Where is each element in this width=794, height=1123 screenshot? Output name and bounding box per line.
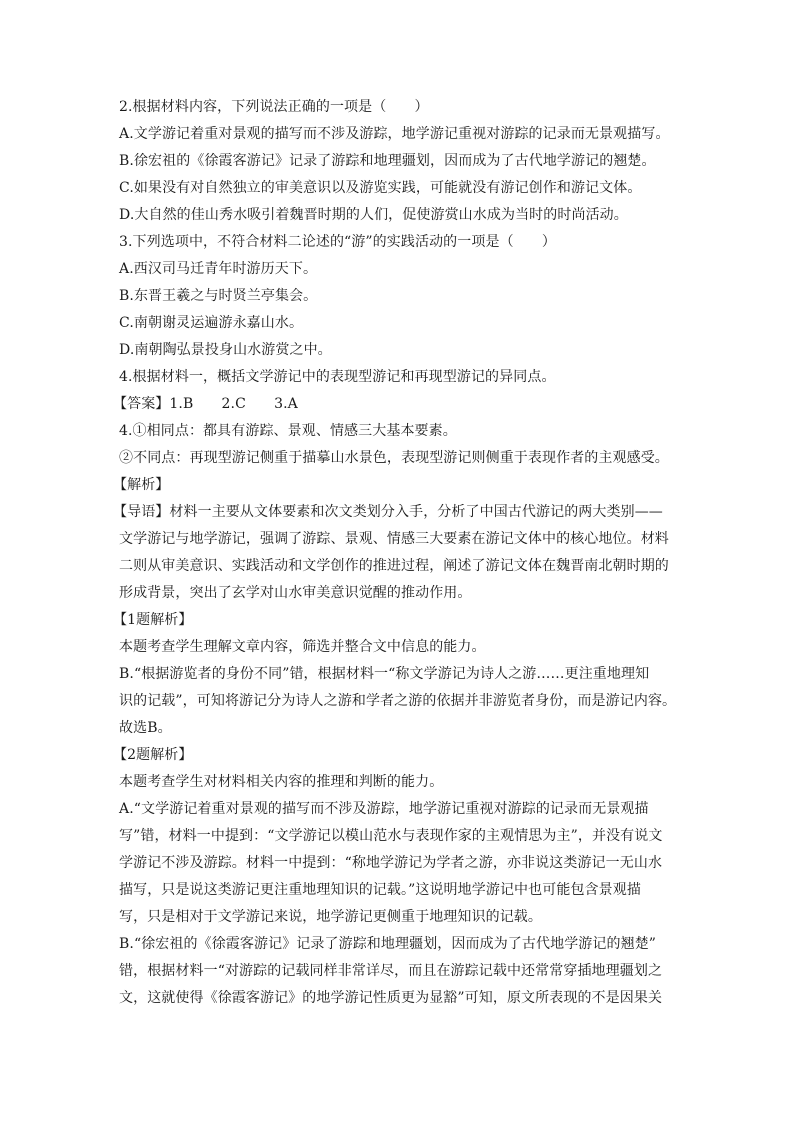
question-3-option-a: A.西汉司马迁青年时游历天下。 (119, 261, 318, 277)
question-2-option-c: C.如果没有对自然独立的审美意识以及游览实践，可能就没有游记创作和游记文体。 (119, 180, 642, 196)
guide-paragraph-line: 【导语】材料一主要从文体要素和次文类划分入手，分析了中国古代游记的两大类别—— (113, 504, 663, 520)
q2-analysis-line: A.“文学游记着重对景观的描写而不涉及游踪，地学游记重视对游踪的记录而无景观描 (119, 801, 649, 817)
q1-analysis-line: 本题考查学生理解文章内容，筛选并整合文中信息的能力。 (119, 639, 486, 655)
q2-analysis-line: 写”错，材料一中提到：“文学游记以模山范水与表现作家的主观情思为主”，并没有说文 (119, 828, 663, 844)
question-3-option-c: C.南朝谢灵运遍游永嘉山水。 (119, 315, 304, 331)
answer-4-difference: ②不同点：再现型游记侧重于描摹山水景色，表现型游记则侧重于表现作者的主观感受。 (119, 450, 669, 466)
q2-analysis-line: 文，这就使得《徐霞客游记》的地学游记性质更为显豁”可知，原文所表现的不是因果关 (119, 990, 663, 1006)
question-2-option-d: D.大自然的佳山秀水吸引着魏晋时期的人们，促使游赏山水成为当时的时尚活动。 (119, 207, 628, 223)
question-2-stem: 2.根据材料内容，下列说法正确的一项是（ ） (119, 99, 429, 115)
q2-analysis-line: 本题考查学生对材料相关内容的推理和判断的能力。 (119, 774, 444, 790)
q2-analysis-line: B.“徐宏祖的《徐霞客游记》记录了游踪和地理疆划，因而成为了古代地学游记的翘楚” (119, 936, 657, 952)
question-2-option-b: B.徐宏祖的《徐霞客游记》记录了游踪和地理疆划，因而成为了古代地学游记的翘楚。 (119, 153, 656, 169)
q1-analysis-line: B.“根据游览者的身份不同”错，根据材料一“称文学游记为诗人之游……更注重地理知 (119, 666, 650, 682)
question-3-option-d: D.南朝陶弘景投身山水游赏之中。 (119, 342, 332, 358)
question-3-stem: 3.下列选项中，不符合材料二论述的“游”的实践活动的一项是（ ） (119, 234, 556, 250)
answer-4-similarity: 4.①相同点：都具有游踪、景观、情感三大基本要素。 (119, 423, 457, 439)
q2-analysis-line: 学游记不涉及游踪。材料一中提到：“称地学游记为学者之游，亦非说这类游记一无山水 (119, 855, 663, 871)
q2-analysis-line: 描写，只是说这类游记更注重地理知识的记载。”这说明地学游记中也可能包含景观描 (119, 882, 641, 898)
guide-paragraph-line: 二则从审美意识、实践活动和文学创作的推进过程，阐述了游记文体在魏晋南北朝时期的 (119, 558, 669, 574)
q2-analysis-line: 写，只是相对于文学游记来说，地学游记更侧重于地理知识的记载。 (119, 909, 542, 925)
analysis-heading: 【解析】 (113, 477, 170, 493)
q1-analysis-heading: 【1题解析】 (113, 612, 193, 628)
answer-heading: 【答案】1.B 2.C 3.A (113, 396, 298, 412)
guide-paragraph-line: 形成背景，突出了玄学对山水审美意识觉醒的推动作用。 (119, 585, 472, 601)
question-3-option-b: B.东晋王羲之与时贤兰亭集会。 (119, 288, 318, 304)
question-4-stem: 4.根据材料一，概括文学游记中的表现型游记和再现型游记的异同点。 (119, 369, 556, 385)
q2-analysis-heading: 【2题解析】 (113, 747, 193, 763)
document-body (113, 94, 679, 1012)
q2-analysis-line: 错，根据材料一“对游踪的记载同样非常详尽，而且在游踪记载中还常常穿插地理疆划之 (119, 963, 663, 979)
guide-paragraph-line: 文学游记与地学游记，强调了游踪、景观、情感三大要素在游记文体中的核心地位。材料 (119, 531, 669, 547)
q1-analysis-line: 识的记载”，可知将游记分为诗人之游和学者之游的依据并非游览者身份，而是游记内容。 (119, 693, 677, 709)
q1-answer-line: 故选B。 (119, 720, 172, 736)
question-2-option-a: A.文学游记着重对景观的描写而不涉及游踪，地学游记重视对游踪的记录而无景观描写。 (119, 126, 670, 142)
